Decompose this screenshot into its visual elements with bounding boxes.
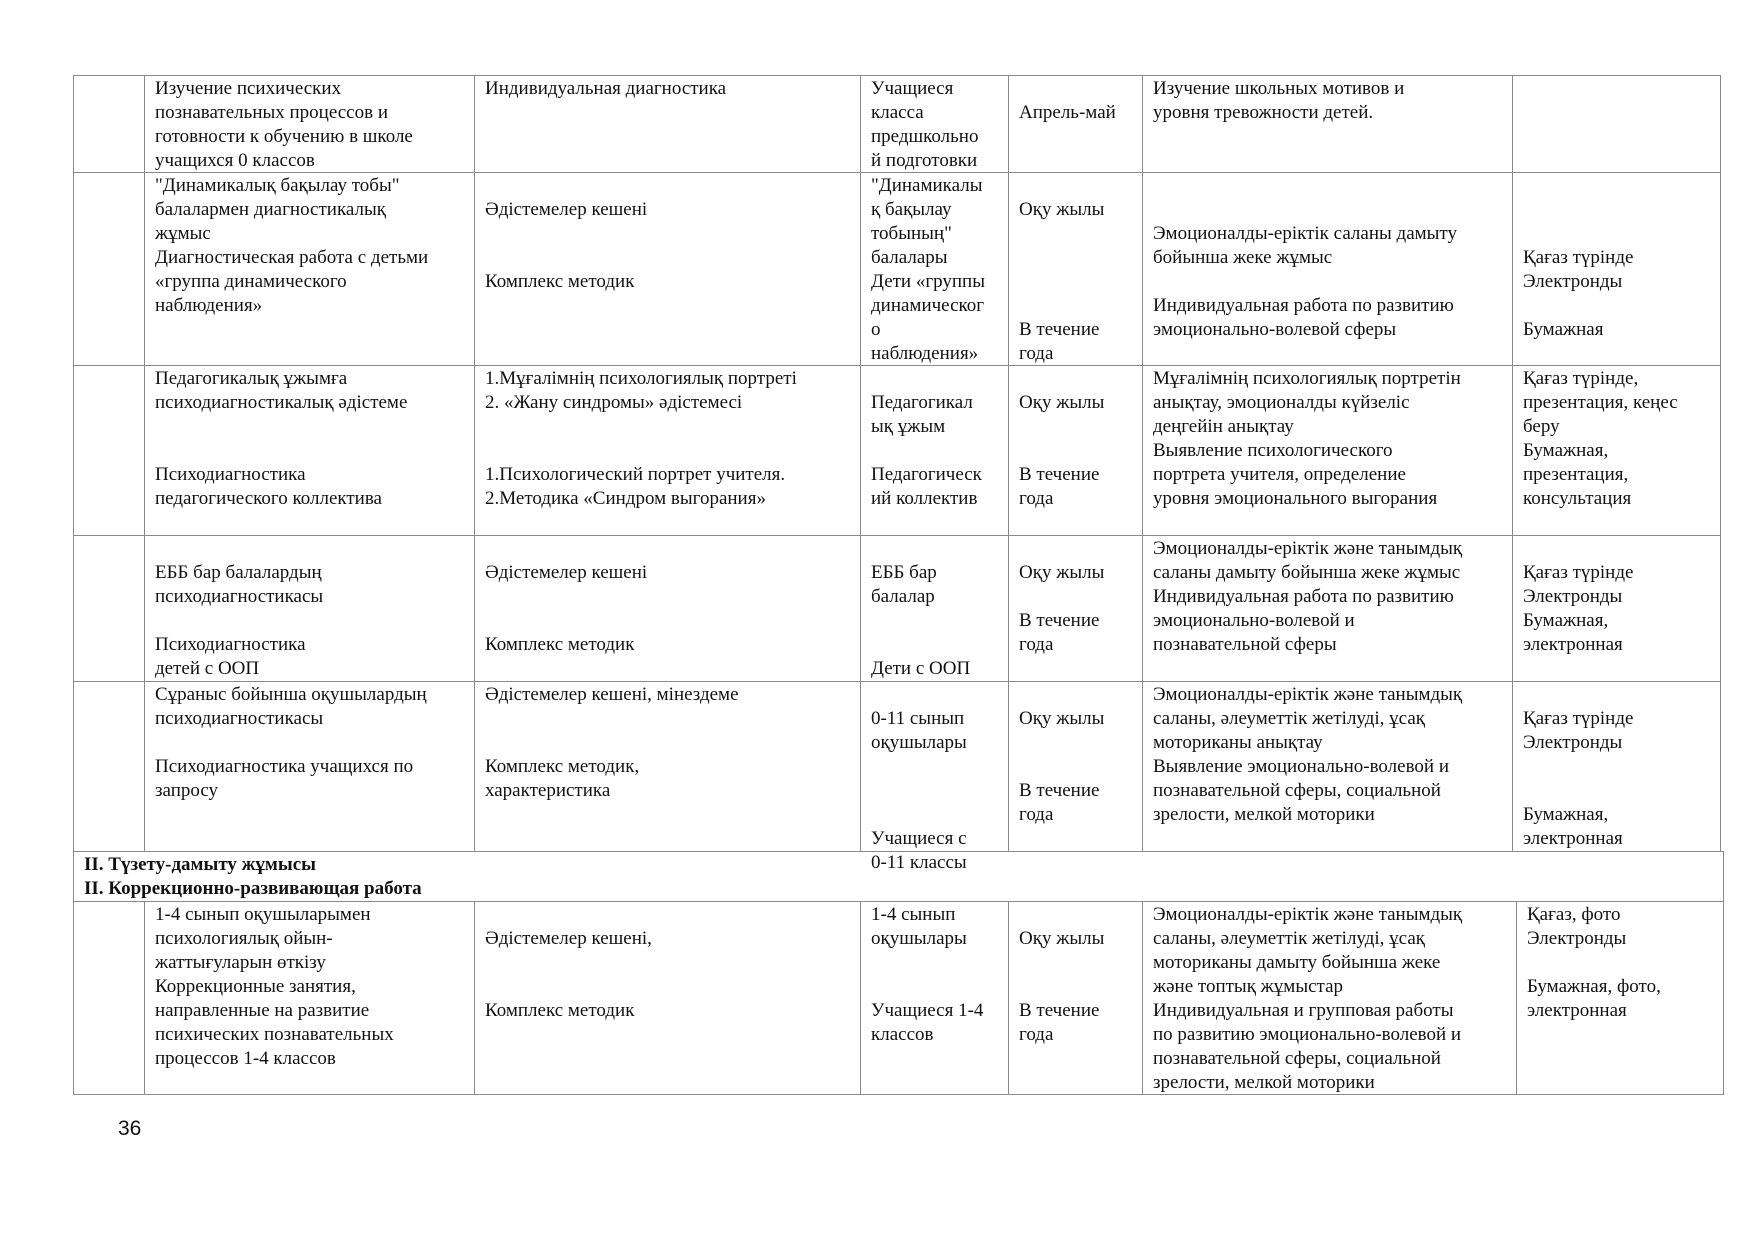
- row6-number-cell: [73, 901, 145, 1095]
- section-heading: [73, 851, 1724, 902]
- row2-participants-cell: "Динамикалы қ бақылау тобының" балалары Дети «группы динамическог о наблюдения»: [860, 172, 1009, 366]
- row2-form-cell: Қағаз түрінде Электронды Бумажная: [1512, 172, 1721, 366]
- row1-period-cell: Апрель-май: [1008, 75, 1143, 173]
- row3-method-cell: 1.Мұғалімнің психологиялық портреті 2. «Жану синдромы» әдістемесі 1.Психологический портрет учителя. 2.Методика «Синдром выгорания»: [474, 365, 861, 536]
- row3-participants-cell: Педагогикал ық ұжым Педагогическ ий коллектив: [860, 365, 1009, 536]
- row4-period-cell: Оқу жылы В течение года: [1008, 535, 1143, 682]
- row4-method-cell: Әдістемелер кешені Комплекс методик: [474, 535, 861, 682]
- row3-topic-cell: Педагогикалық ұжымға психодиагностикалық әдістеме Психодиагностика педагогического коллектива: [144, 365, 475, 536]
- row1-number-cell: [73, 75, 145, 173]
- row5-period-cell: Оқу жылы В течение года: [1008, 681, 1143, 852]
- row3-form-cell: Қағаз түрінде, презентация, кеңес беру Бумажная, презентация, консультация: [1512, 365, 1721, 536]
- row5-method-cell: Әдістемелер кешені, мінездеме Комплекс методик, характеристика: [474, 681, 861, 852]
- page-number: 36: [118, 1117, 142, 1140]
- row2-period-cell: Оқу жылы В течение года: [1008, 172, 1143, 366]
- row1-method-cell: Индивидуальная диагностика: [474, 75, 861, 173]
- row1-form-cell: [1512, 75, 1721, 173]
- row3-goal-cell: Мұғалімнің психологиялық портретін анықтау, эмоционалды күйзеліс деңгейін анықтау Выявление психологического портрета учителя, определение уровня эмоционального выгорания: [1142, 365, 1513, 536]
- row4-form-cell: Қағаз түрінде Электронды Бумажная, электронная: [1512, 535, 1721, 682]
- row4-participants-cell: ЕББ бар балалар Дети с ООП: [860, 535, 1009, 682]
- row5-number-cell: [73, 681, 145, 852]
- row6-topic-cell: 1-4 сынып оқушыларымен психологиялық ойын- жаттығуларын өткізу Коррекционные занятия, направленные на развитие психических познавательных процессов 1-4 классов: [144, 901, 475, 1095]
- row5-goal-cell: Эмоционалды-еріктік және танымдық саланы, әлеуметтік жетілуді, ұсақ моториканы анықтау Выявление эмоционально-волевой и познавательной сферы, социальной зрелости, мелкой моторики: [1142, 681, 1513, 852]
- row6-participants-cell: 1-4 сынып оқушылары Учащиеся 1-4 классов: [860, 901, 1009, 1095]
- row1-goal-cell: Изучение школьных мотивов и уровня тревожности детей.: [1142, 75, 1513, 173]
- row3-number-cell: [73, 365, 145, 536]
- section-heading-russian: ІІ. Коррекционно-развивающая работа: [84, 878, 422, 899]
- section-heading-kazakh: ІІ. Түзету-дамыту жұмысы: [84, 854, 316, 875]
- row6-goal-cell: Эмоционалды-еріктік және танымдық саланы, әлеуметтік жетілуді, ұсақ моториканы дамыту бойынша жеке және топтық жұмыстар Индивидуальная и групповая работы по развитию эмоционально-волевой и познавательной сферы, социальной зрелости, мелкой моторики: [1142, 901, 1517, 1095]
- row6-period-cell: Оқу жылы В течение года: [1008, 901, 1143, 1095]
- row2-topic-cell: "Динамикалық бақылау тобы" балалармен диагностикалық жұмыс Диагностическая работа с детьми «группа динамического наблюдения»: [144, 172, 475, 366]
- row1-topic-cell: Изучение психических познавательных процессов и готовности к обучению в школе учащихся 0 классов: [144, 75, 475, 173]
- row5-form-cell: Қағаз түрінде Электронды Бумажная, электронная: [1512, 681, 1721, 852]
- row1-participants-cell: Учащиеся класса предшкольно й подготовки: [860, 75, 1009, 173]
- row5-participants-cell: 0-11 сынып оқушылары Учащиеся с 0-11 классы: [860, 681, 1009, 852]
- row6-method-cell: Әдістемелер кешені, Комплекс методик: [474, 901, 861, 1095]
- row3-period-cell: Оқу жылы В течение года: [1008, 365, 1143, 536]
- row4-goal-cell: Эмоционалды-еріктік және танымдық саланы дамыту бойынша жеке жұмыс Индивидуальная работа по развитию эмоционально-волевой и познавательной сферы: [1142, 535, 1513, 682]
- row4-number-cell: [73, 535, 145, 682]
- row2-goal-cell: Эмоционалды-еріктік саланы дамыту бойынша жеке жұмыс Индивидуальная работа по развитию эмоционально-волевой сферы: [1142, 172, 1513, 366]
- row6-form-cell: Қағаз, фото Электронды Бумажная, фото, электронная: [1516, 901, 1724, 1095]
- row2-number-cell: [73, 172, 145, 366]
- row5-topic-cell: Сұраныс бойынша оқушылардың психодиагностикасы Психодиагностика учащихся по запросу: [144, 681, 475, 852]
- row4-topic-cell: ЕББ бар балалардың психодиагностикасы Психодиагностика детей с ООП: [144, 535, 475, 682]
- row2-method-cell: Әдістемелер кешені Комплекс методик: [474, 172, 861, 366]
